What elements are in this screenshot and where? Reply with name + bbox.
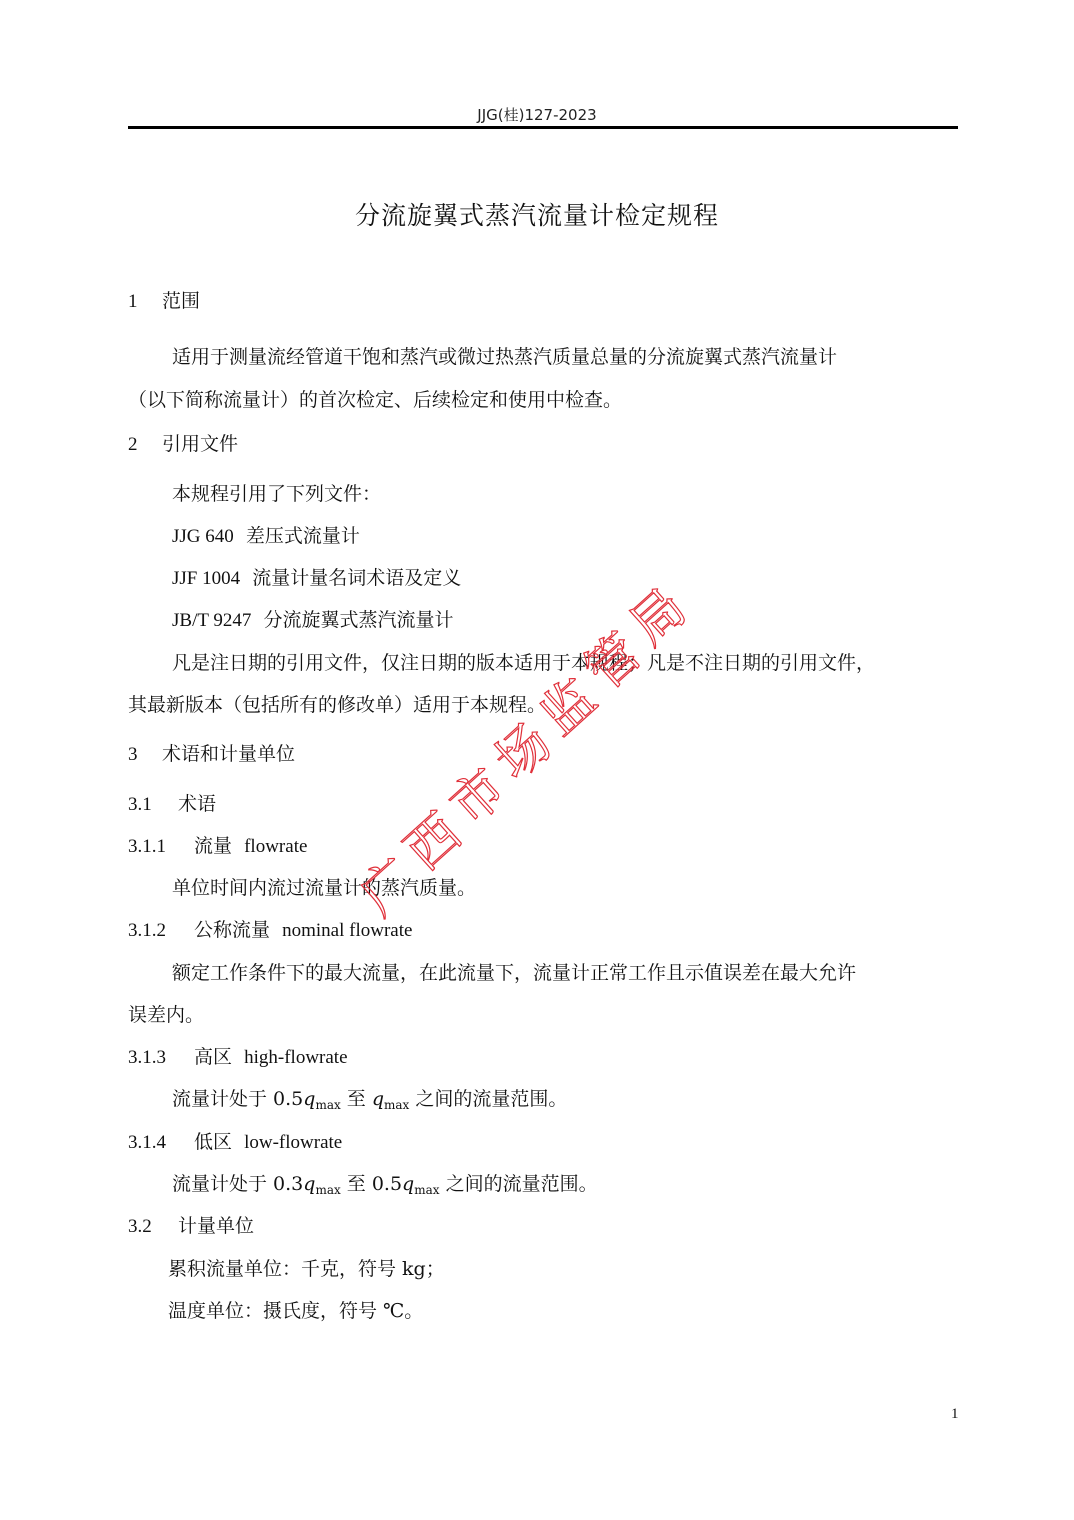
term-en: flowrate <box>244 836 308 857</box>
text: 流量计处于 0.5 <box>172 1088 304 1110</box>
term-en: high-flowrate <box>244 1047 348 1068</box>
section-number: 2 <box>128 434 138 455</box>
text: 至 0.5 <box>340 1173 403 1195</box>
stamp-character: 市 <box>439 757 519 838</box>
subsection-heading <box>128 789 216 816</box>
reference-code: JJG 640 <box>172 526 234 547</box>
term-cn: 低区 <box>194 1131 233 1153</box>
reference-code: JJF 1004 <box>172 568 241 589</box>
reference-item <box>172 563 461 590</box>
section-1-heading <box>128 286 200 313</box>
term-definition: 额定工作条件下的最大流量，在此流量下，流量计正常工作且示值误差在最大允许 <box>172 962 857 984</box>
subsection-title: 术语 <box>178 793 217 815</box>
text: 至 <box>340 1088 372 1110</box>
term-definition <box>172 1169 598 1196</box>
section-3-heading <box>128 739 295 766</box>
subscript: max <box>315 1183 341 1197</box>
symbol-q: q <box>371 1088 385 1110</box>
term-cn: 高区 <box>194 1046 233 1068</box>
section-title: 术语和计量单位 <box>162 743 296 765</box>
page-header: JJG(桂)127-2023 <box>477 106 597 124</box>
stamp-character: 局 <box>619 577 699 658</box>
term-en: low-flowrate <box>244 1132 343 1153</box>
term-number: 3.1.1 <box>128 836 166 857</box>
stamp-character: 西 <box>394 802 474 883</box>
paragraph: 本规程引用了下列文件： <box>172 483 382 505</box>
text: 流量计处于 0.3 <box>172 1173 304 1195</box>
subsection-number: 3.1 <box>128 794 152 815</box>
term-heading <box>128 1042 348 1069</box>
term-definition: 单位时间内流过流量计的蒸汽质量。 <box>172 877 477 899</box>
symbol-q: q <box>303 1173 316 1195</box>
text: 之间的流量范围。 <box>439 1173 598 1195</box>
paragraph: 其最新版本（包括所有的修改单）适用于本规程。 <box>128 694 547 716</box>
stamp-character: 监 <box>529 667 609 748</box>
subsection-number: 3.2 <box>128 1216 152 1237</box>
paragraph: 适用于测量流经管道干饱和蒸汽或微过热蒸汽质量总量的分流旋翼式蒸汽流量计 <box>172 346 838 368</box>
symbol-q: q <box>402 1173 415 1195</box>
section-number: 1 <box>128 291 138 312</box>
header-rule <box>128 126 958 129</box>
stamp-character: 场 <box>484 712 564 793</box>
document-title: 分流旋翼式蒸汽流量计检定规程 <box>354 201 719 230</box>
term-cn: 流量 <box>194 835 233 857</box>
term-definition <box>172 1084 567 1111</box>
text: 之间的流量范围。 <box>409 1088 568 1110</box>
section-2-heading <box>128 429 238 456</box>
stamp-character: 广 <box>349 847 429 928</box>
term-cn: 公称流量 <box>194 919 271 941</box>
term-heading <box>128 831 307 858</box>
subscript: max <box>384 1098 410 1112</box>
term-heading <box>128 1127 342 1154</box>
term-number: 3.1.3 <box>128 1047 166 1068</box>
term-number: 3.1.2 <box>128 920 166 941</box>
section-title: 引用文件 <box>162 433 239 455</box>
subsection-heading <box>128 1211 254 1238</box>
reference-name: 分流旋翼式蒸汽流量计 <box>263 609 454 631</box>
term-definition: 误差内。 <box>128 1004 205 1026</box>
section-title: 范围 <box>162 290 201 312</box>
subscript: max <box>315 1098 341 1112</box>
reference-name: 差压式流量计 <box>245 525 360 547</box>
reference-item <box>172 521 360 548</box>
reference-code: JB/T 9247 <box>172 610 252 631</box>
paragraph: 凡是注日期的引用文件，仅注日期的版本适用于本规程；凡是不注日期的引用文件， <box>172 652 876 674</box>
paragraph: （以下简称流量计）的首次检定、后续检定和使用中检查。 <box>128 389 623 411</box>
term-number: 3.1.4 <box>128 1132 166 1153</box>
page-number: 1 <box>951 1406 959 1422</box>
unit-line: 累积流量单位：千克，符号 kg； <box>168 1258 445 1280</box>
reference-name: 流量计量名词术语及定义 <box>252 567 462 589</box>
subsection-title: 计量单位 <box>178 1215 255 1237</box>
symbol-q: q <box>303 1088 316 1110</box>
term-en: nominal flowrate <box>282 920 413 941</box>
section-number: 3 <box>128 744 138 765</box>
stamp-character: 管 <box>574 622 654 703</box>
unit-line: 温度单位：摄氏度，符号 ℃。 <box>168 1300 424 1322</box>
subscript: max <box>414 1183 440 1197</box>
